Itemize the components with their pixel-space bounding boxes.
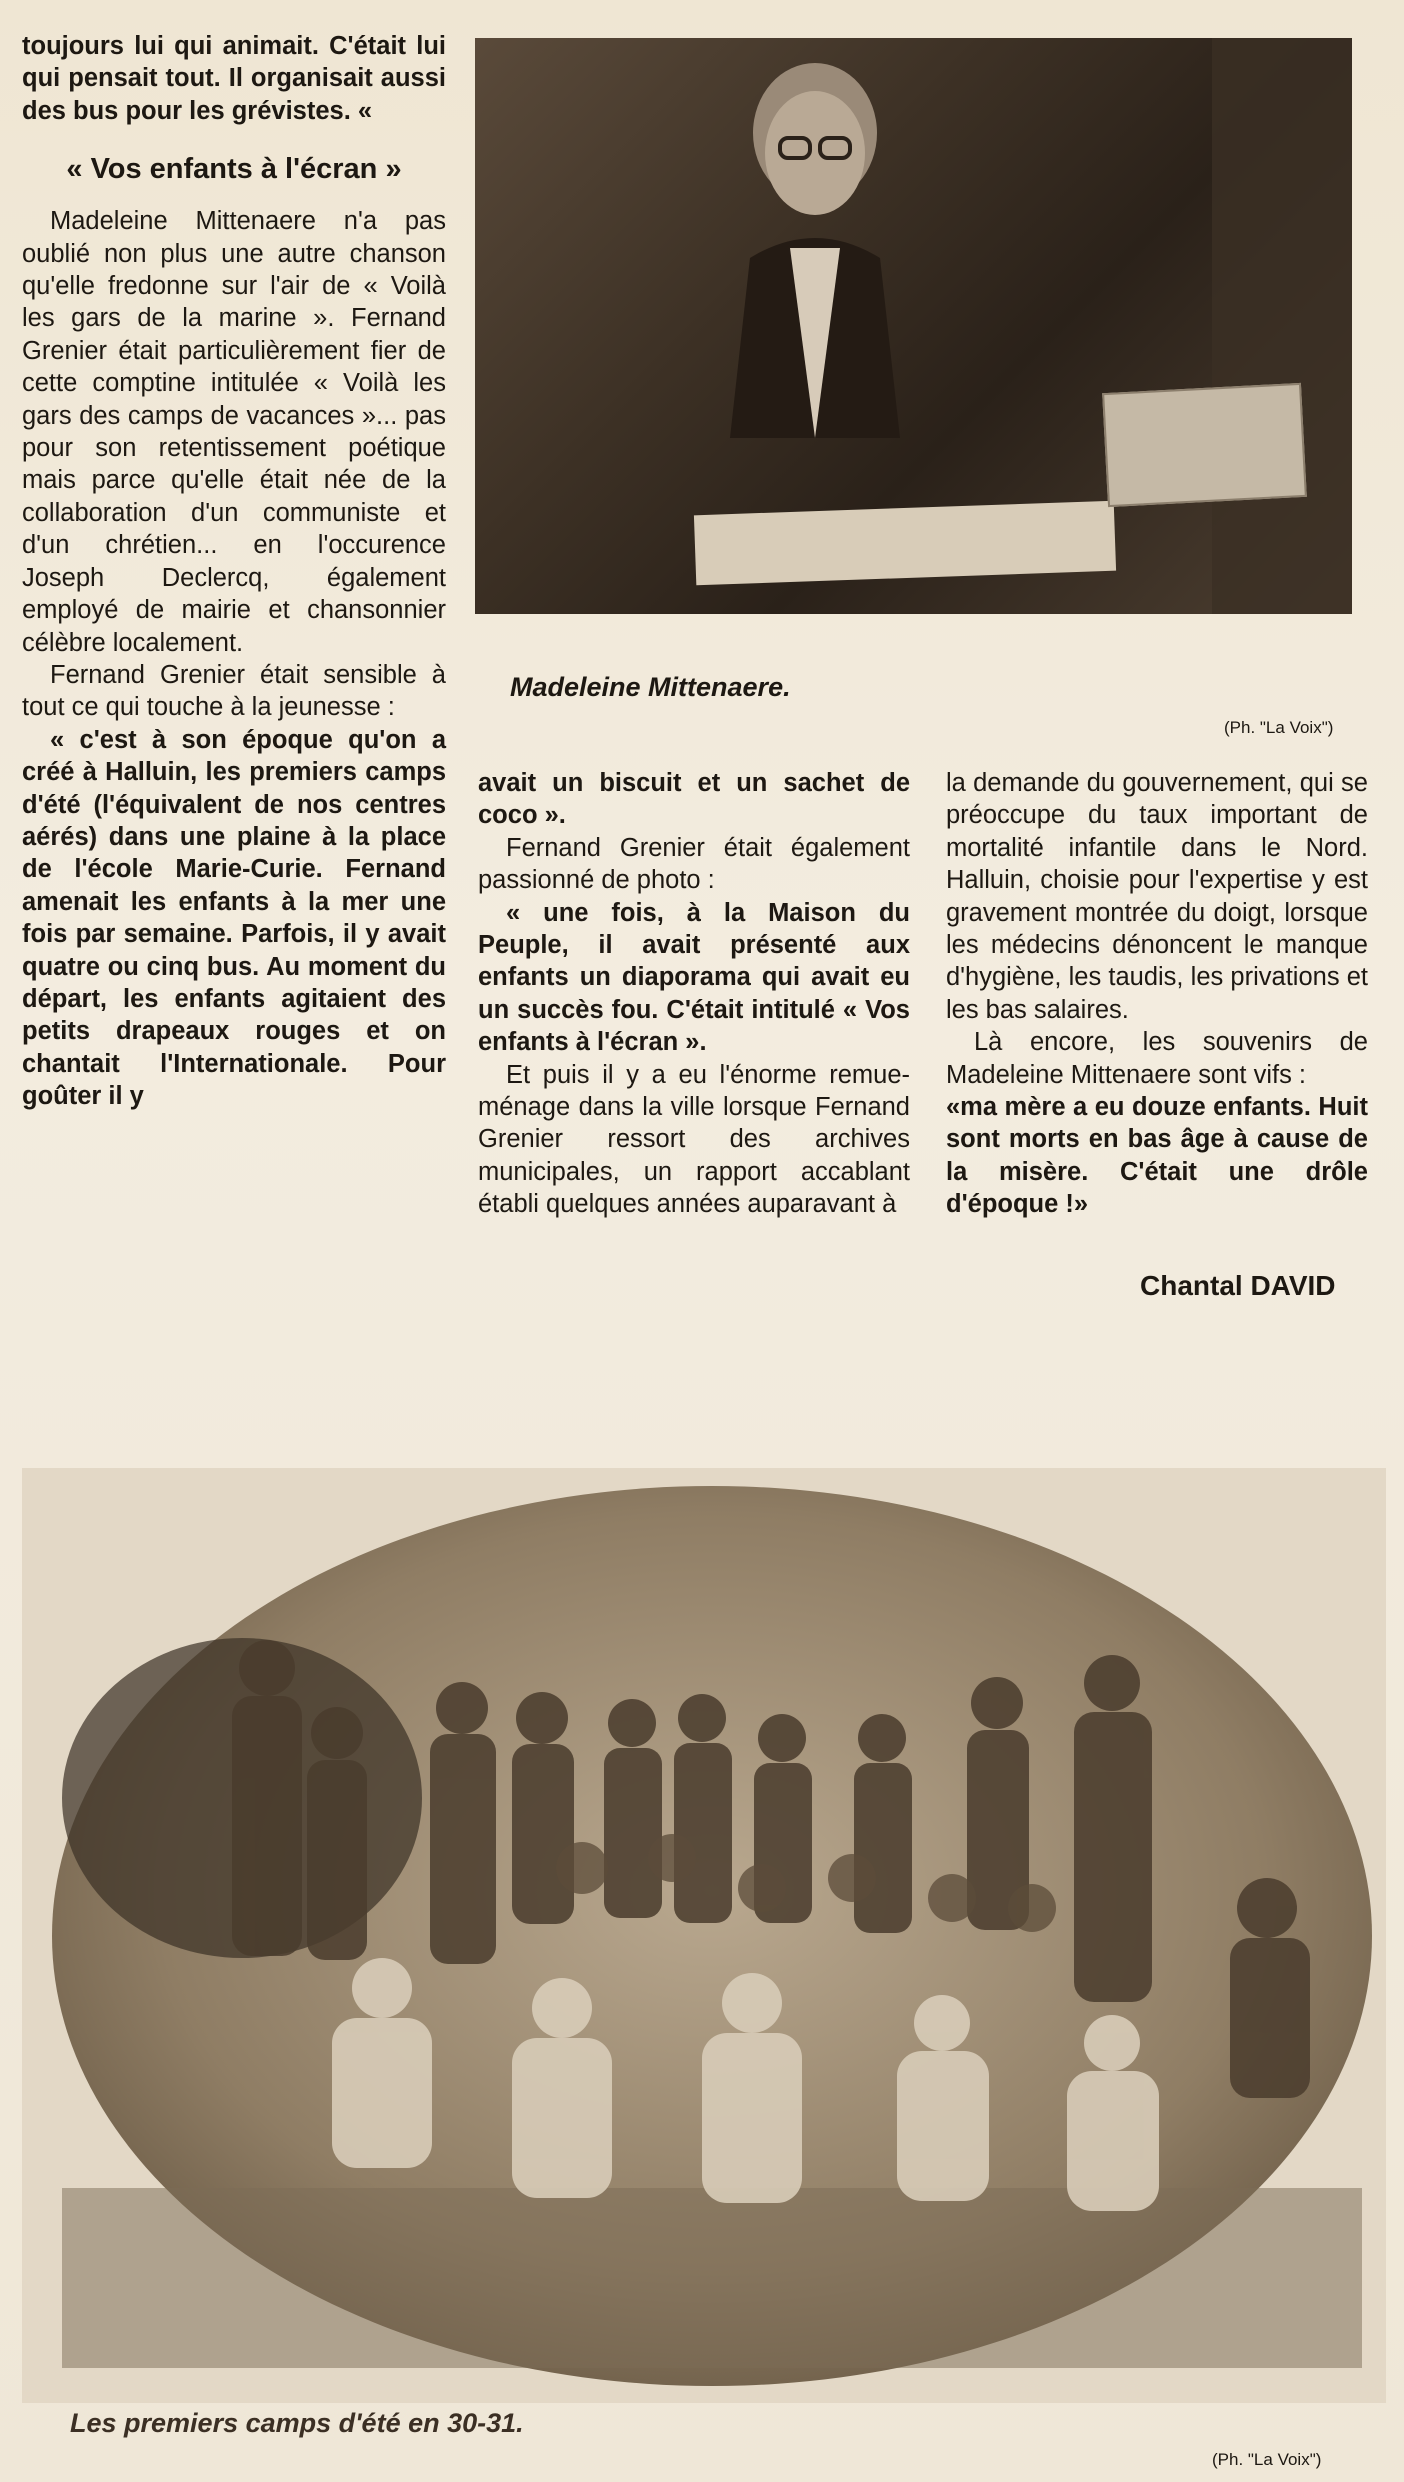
paragraph-souvenirs: Là encore, les souvenirs de Madeleine Mittenaere sont vifs :: [946, 1028, 1368, 1089]
paragraph-gouvernement: la demande du gouvernement, qui se préoccupe du taux important de mortalité infantile dans le Nord. Halluin, choisie pour l'expertise y est gravement montrée du doigt, lorsque les médecins dénoncent le manque d'hygiène, les taudis, les privations et les bas salaires.: [946, 769, 1368, 1024]
article-column-3: [946, 767, 1368, 1221]
subheading: « Vos enfants à l'écran »: [66, 153, 402, 186]
article-column-2: [478, 767, 910, 1221]
paragraph-jeunesse: Fernand Grenier était sensible à tout ce qui touche à la jeunesse :: [22, 660, 446, 722]
photo-bottom-credit: (Ph. "La Voix"): [1212, 2450, 1322, 2469]
paragraph-photo: Fernand Grenier était également passionné de photo :: [478, 833, 910, 895]
author-signature: Chantal DAVID: [1140, 1270, 1336, 1301]
photo-top-caption: Madeleine Mittenaere.: [510, 672, 791, 702]
paragraph-rapport: Et puis il y a eu l'énorme remue-ménage dans la ville lorsque Fernand Grenier ressort des archives municipales, un rapport accablant établi quelques années auparavant à: [478, 1060, 910, 1219]
photo-madeleine-mittenaere: [475, 38, 1352, 614]
quote-biscuit: avait un biscuit et un sachet de coco ».: [478, 769, 910, 830]
photo-bottom-caption: Les premiers camps d'été en 30-31.: [70, 2408, 524, 2438]
quote-diaporama: « une fois, à la Maison du Peuple, il avait présenté aux enfants un diaporama qui avait eu un succès fou. C'était intitulé « Vos enfants à l'écran ».: [478, 898, 910, 1057]
group-photo-oval: [22, 1468, 1386, 2403]
portrait-figure: [710, 58, 920, 438]
opening-quote-end: toujours lui qui animait. C'était lui qui pensait tout. Il organisait aussi des bus pour les grévistes. «: [22, 32, 446, 125]
paragraph-madeleine: Madeleine Mittenaere n'a pas oublié non plus une autre chanson qu'elle fredonne sur l'air de « Voilà les gars de la marine ». Fernand Grenier était particulièrement fier de cette comptine intitulée « Voilà les gars des camps de vacances »... pas pour son retentissement poétique mais parce qu'elle était née de la collaboration d'un communiste et d'un chrétien... en l'occurence Joseph Declercq, également employé de mairie et chansonnier célèbre localement.: [22, 207, 446, 657]
photo-top-credit: (Ph. "La Voix"): [1224, 718, 1334, 737]
quote-mere: «ma mère a eu douze enfants. Huit sont morts en bas âge à cause de la misère. C'était une drôle d'époque !»: [946, 1093, 1368, 1219]
photo-group-camps: [22, 1468, 1386, 2403]
article-column-1: [22, 30, 446, 1113]
quote-camps: « c'est à son époque qu'on a créé à Halluin, les premiers camps d'été (l'équivalent de nos centres aérés) dans une plaine à la place de l'école Marie-Curie. Fernand amenait les enfants à la mer une fois par semaine. Parfois, il y avait quatre ou cinq bus. Au moment du départ, les enfants agitaient des petits drapeaux rouges et on chantait l'Internationale. Pour goûter il y: [22, 725, 446, 1111]
